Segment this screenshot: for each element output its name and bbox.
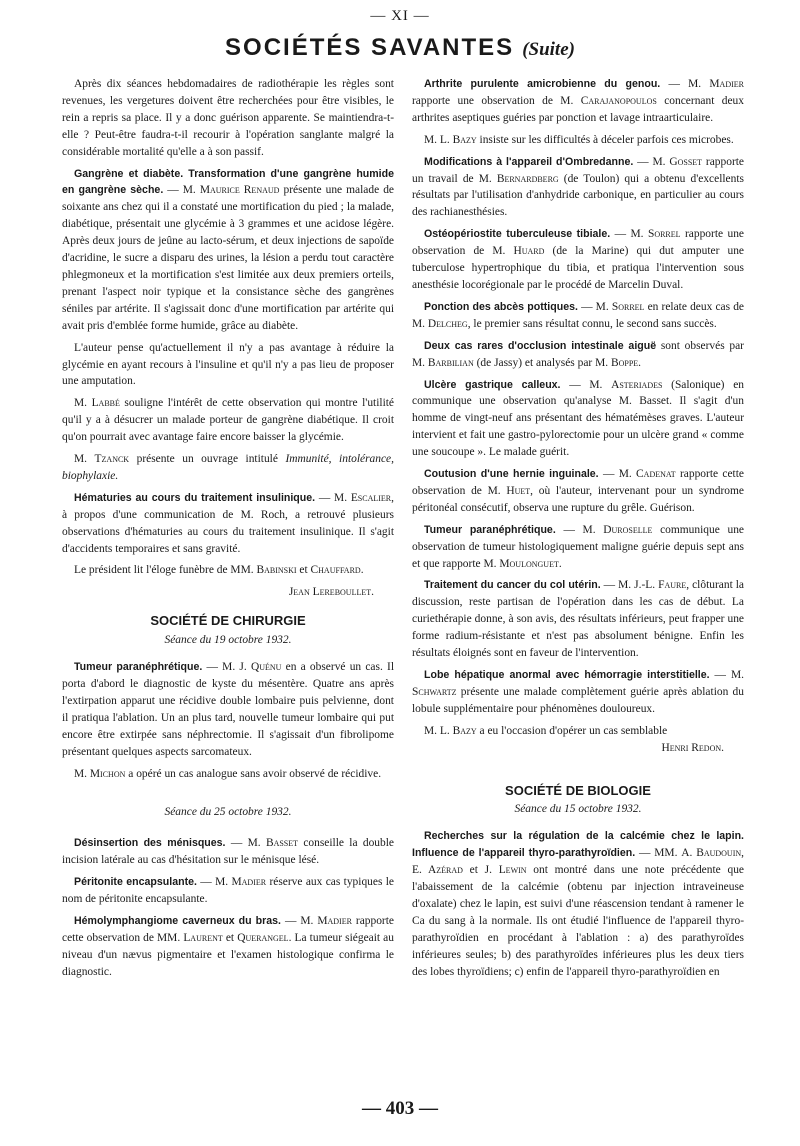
text: — M. bbox=[315, 491, 351, 504]
text: — M. bbox=[610, 228, 648, 241]
paragraph bbox=[62, 562, 394, 579]
text: et bbox=[462, 864, 485, 877]
article-heading: Traitement du cancer du col utérin. bbox=[424, 579, 601, 592]
author-name: Huet bbox=[506, 484, 531, 497]
text: — M. bbox=[196, 876, 232, 889]
paragraph: L'auteur pense qu'actuellement il n'y a pas avantage à réduire la glycémie en ayant recours à l'insuline et qu'il n'y a pas lieu de proposer une amputation. bbox=[62, 341, 394, 388]
paragraph bbox=[62, 451, 394, 485]
text: a opéré un cas analogue sans avoir observé de récidive. bbox=[125, 767, 382, 780]
text: présente une malade complètement guérie après ablation du lobule supplémentaire pour phénomènes douloureux. bbox=[412, 685, 744, 715]
author-name: Chauffard bbox=[310, 564, 361, 577]
paragraph bbox=[412, 828, 744, 980]
text: rapporte une observation de M. bbox=[412, 94, 581, 107]
text: (de Jassy) et analysés par M. bbox=[473, 356, 611, 369]
paragraph bbox=[412, 577, 744, 662]
text: — M. bbox=[660, 78, 710, 90]
author-name: L. Bazy bbox=[439, 724, 477, 737]
author-name: Carajanopoulos bbox=[580, 94, 657, 107]
author-name: Madier bbox=[231, 876, 267, 889]
text: insiste sur les difficultés à déceler parfois ces microbes. bbox=[476, 133, 734, 146]
author-name: Delcheg bbox=[427, 317, 468, 330]
text: , clôturant la discussion, reste partisan de l'opération dans les cas de début. La curiethérapie donne, à son avis, des résultats inférieurs, peut frapper une forme radium-résistante et n'est pas absolument bénigne. Enfin les résultats éloignés sont en faveur de l'intervention. bbox=[412, 579, 745, 660]
article-heading: Hématuries au cours du traitement insulinique. bbox=[74, 491, 316, 504]
author-name: Cadenat bbox=[636, 468, 676, 481]
text: — M. bbox=[280, 914, 318, 927]
book-title: Immunité, intolérance, biophylaxie. bbox=[62, 453, 394, 482]
author-name: Labbé bbox=[91, 397, 120, 410]
article-heading: Lobe hépatique anormal avec hémorragie interstitielle. bbox=[424, 669, 710, 681]
paragraph bbox=[412, 338, 744, 372]
text: — M. bbox=[633, 155, 670, 168]
text: . bbox=[638, 356, 642, 369]
text: . bbox=[558, 557, 562, 570]
author-name: Gosset bbox=[669, 155, 703, 168]
author-name: Schwartz bbox=[412, 685, 457, 698]
text: et bbox=[296, 564, 311, 577]
title-main: SOCIÉTÉS SAVANTES bbox=[225, 34, 515, 61]
text: rapporte cette observation de M. bbox=[412, 468, 744, 497]
text: en relate deux cas de M. bbox=[412, 300, 745, 330]
session-date: Séance du 15 octobre 1932. bbox=[514, 803, 642, 816]
author-name: Madier bbox=[317, 914, 352, 927]
signature: Jean Lereboullet. bbox=[288, 586, 374, 599]
section-heading: SOCIÉTÉ DE BIOLOGIE bbox=[505, 782, 651, 798]
author-name: Boppe bbox=[610, 356, 639, 369]
text: présente une malade de soixante ans chez qui il a constaté une mortification du pied ; la malade, diabétique, présentait une glycémie à 3 grammes et une acidose légère. Après deux jours de jeûne au lacto-sérum, et deux injections de sapoïde d'acridine, le sucre a disparu des urines, la lésion a perdu tout caractère phlegmoneux et la mortification s'est limitée aux deux premiers orteils, prenant l'aspect noir typique et la consistance sèche des gangrènes séniles par artérite. Il s'agissait donc d'une mortification par artérite qui avait pris d'emblée forme humide, grâce au diabète. bbox=[62, 184, 394, 332]
text: en a observé un cas. Il porta d'abord le diagnostic de kyste du mésentère. Quatre ans après l'extirpation apparut une récidive double lombaire puis pelvienne, dont il pratiqua l'ablation. Un an plus tard, nouvelle tumeur lombaire qui put encore être extirpée sans néphrectomie. Il s'agissait d'un fibrolipome présentant quelques aspects sarcomateux. bbox=[62, 661, 395, 758]
article-heading: Ostéopériostite tuberculeuse tibiale. bbox=[424, 228, 611, 241]
paragraph bbox=[62, 490, 394, 558]
text: — M. bbox=[598, 468, 637, 481]
author-name: Sorrel bbox=[647, 228, 681, 241]
text: souligne l'intérêt de cette observation qui montre l'utilité qu'il y a à désucrer un malade porteur de gangrène diabétique. Il croit qu'on pourrait avec avantage faire encore baisser la glycémie. bbox=[62, 397, 394, 444]
text: , où l'auteur, intervenant pour un syndrome péritonéal consécutif, observa une rupture du grêle. Guérison. bbox=[412, 484, 744, 514]
text: et bbox=[222, 931, 238, 944]
text: — M. bbox=[709, 669, 744, 681]
paragraph bbox=[62, 659, 394, 760]
signature: Henri Redon. bbox=[661, 741, 724, 754]
author-name: Moulonguet bbox=[499, 557, 559, 570]
author-name: Basset bbox=[265, 837, 299, 850]
article-heading: Gangrène et diabète. Transformation d'une gangrène humide en gangrène sèche. bbox=[62, 167, 394, 197]
author-name: Maurice Renaud bbox=[199, 184, 280, 197]
text: conseille la double incision latérale au cas d'hésitation sur le ménisque lésé. bbox=[62, 837, 394, 867]
author-name: Querangel bbox=[237, 931, 289, 944]
author-name: Babinski bbox=[256, 564, 297, 577]
paragraph bbox=[412, 667, 744, 718]
author-name: Duroselle bbox=[603, 523, 653, 536]
article-heading: Ulcère gastrique calleux. bbox=[424, 378, 561, 391]
text: Le président lit l'éloge funèbre de MM. bbox=[74, 564, 257, 577]
paragraph bbox=[412, 299, 744, 333]
paragraph bbox=[62, 874, 394, 908]
text: — M. bbox=[560, 378, 612, 391]
paragraph bbox=[412, 226, 744, 294]
article-heading: Arthrite purulente amicrobienne du genou. bbox=[424, 78, 661, 90]
text: — M. bbox=[225, 837, 266, 850]
text: — M. bbox=[600, 579, 635, 592]
page-number: — 403 — bbox=[362, 1098, 438, 1119]
author-name: Escalier bbox=[350, 491, 392, 504]
author-name: L. Bazy bbox=[439, 133, 477, 146]
left-column bbox=[62, 76, 394, 986]
paragraph bbox=[62, 913, 394, 981]
author-name: Asteriades bbox=[611, 378, 663, 391]
text: rapporte un travail de M. bbox=[412, 155, 745, 185]
text: — M. bbox=[555, 523, 604, 536]
author-name: Tzanck bbox=[94, 453, 130, 466]
text: présente un ouvrage intitulé bbox=[129, 453, 286, 466]
text: sont observés par M. bbox=[412, 339, 744, 369]
author-name: J.-L. Faure bbox=[634, 579, 687, 592]
article-heading: Tumeur paranéphrétique. bbox=[424, 523, 556, 536]
text: réserve aux cas typiques le nom de péritonite encapsulante. bbox=[62, 876, 395, 906]
text: (de la Marine) qui dut amputer une tuberculose hypertrophique du tibia, et pratiqua l'intervention sous anesthésie locorégionale par le procédé de Marcelin Duval. bbox=[412, 245, 745, 291]
text: ont montré dans une note précédente que l'abaissement de la calcémie (obtenu par injection intraveineuse d'oxalate) chez le lapin, est suivi d'une réascension tendant à ramener le Ca du sang à la normale. Ils ont étudié l'influence de l'appareil thyro-parathyroïdien en procédant à l'ablation : a) des parathyroïdes inférieures seules; b) des parathyroïdes inférieures plus les deux tiers des lobes thyroïdiens; c) enfin de l'appareil thyro-parathyroïdien en bbox=[412, 864, 744, 978]
text: M. bbox=[424, 133, 440, 146]
article-heading: Deux cas rares d'occlusion intestinale aiguë bbox=[424, 339, 657, 352]
author-name: Huard bbox=[513, 245, 545, 258]
article-heading: Désinsertion des ménisques. bbox=[74, 837, 226, 850]
paragraph bbox=[412, 132, 744, 149]
paragraph bbox=[412, 76, 744, 127]
paragraph: Après dix séances hebdomadaires de radiothérapie les règles sont revenues, les vergetures doivent être recherchées pour être visibles, le rein a repris sa place. Il y a donc guérison apparente. Se maintiendra-t-elle ? Peut-être faudra-t-il recourir à l'opération sanglante malgré la considérable mortalité qu'elle a à son passif. bbox=[62, 78, 394, 158]
article-heading: Hémolymphangiome caverneux du bras. bbox=[74, 914, 281, 927]
paragraph bbox=[62, 395, 394, 446]
page-header-roman: — XI — bbox=[370, 8, 430, 24]
text: a eu l'occasion d'opérer un cas semblable bbox=[476, 724, 668, 737]
text: concernant deux arthrites aseptiques guéries par ponction et lavage intraarticulaire. bbox=[412, 94, 744, 124]
right-column bbox=[412, 76, 744, 986]
article-heading: Coutusion d'une hernie inguinale. bbox=[424, 468, 599, 481]
article-heading: Recherches sur la régulation de la calcémie chez le lapin. Influence de l'appareil thyro-parathyroïdien. bbox=[412, 830, 744, 860]
article-heading: Tumeur paranéphrétique. bbox=[74, 661, 203, 674]
article-heading: Péritonite encapsulante. bbox=[74, 876, 197, 889]
text: (Salonique) en communique une observation qu'analyse M. Basset. Il s'agit d'un homme de vingt-neuf ans présentant des hématémèses graves. L'auteur intervient et fait une gastro-pylorectomie pour un ulcère grand « comme une soucoupe ». Le malade guérit. bbox=[412, 378, 744, 459]
paragraph bbox=[412, 466, 744, 517]
text: — MM. bbox=[635, 847, 682, 860]
author-name: A. Baudouin, E. Azérad bbox=[412, 847, 745, 877]
author-name: J. Lewin bbox=[484, 864, 527, 877]
text: , le premier sans résultat connu, le second sans succès. bbox=[467, 317, 717, 330]
author-name: Michon bbox=[89, 767, 126, 780]
text: , à propos d'une communication de M. Roch, a retrouvé plusieurs observations d'hématuries au cours du traitement insulinique. Il s'agit d'accidents temporaires et sans gravité. bbox=[62, 491, 394, 555]
text: . La tumeur siégeait au niveau d'un nævus pigmentaire et l'examen histologique confirma le diagnostic. bbox=[62, 931, 394, 978]
author-name: Laurent bbox=[183, 931, 223, 944]
text: M. bbox=[74, 767, 90, 780]
author-name: Quénu bbox=[250, 661, 282, 674]
text: M. bbox=[74, 453, 95, 466]
text: — M. bbox=[163, 184, 200, 197]
session-date: Séance du 19 octobre 1932. bbox=[164, 634, 292, 647]
paragraph bbox=[62, 835, 394, 869]
text: rapporte cette observation de MM. bbox=[62, 914, 394, 944]
paragraph bbox=[62, 766, 394, 783]
article-heading: Ponction des abcès pottiques. bbox=[424, 300, 578, 313]
paragraph bbox=[412, 522, 744, 573]
text: — M. J. bbox=[202, 661, 251, 674]
text: — M. bbox=[577, 300, 612, 313]
paragraph bbox=[412, 723, 744, 740]
section-heading: SOCIÉTÉ DE CHIRURGIE bbox=[150, 613, 306, 629]
text: communique une observation de tumeur histologiquement maligne guérie depuis sept ans et que rapporte M. bbox=[412, 523, 745, 570]
author-name: Bernardberg bbox=[496, 172, 559, 185]
author-name: Sorrel bbox=[611, 300, 645, 313]
title-suite: (Suite) bbox=[522, 39, 575, 60]
text: rapporte une observation de M. bbox=[412, 228, 745, 258]
author-name: Barbilian bbox=[427, 356, 474, 369]
author-name: Madier bbox=[709, 78, 745, 90]
session-date: Séance du 25 octobre 1932. bbox=[164, 806, 292, 819]
paragraph bbox=[412, 377, 744, 462]
paragraph bbox=[62, 166, 394, 335]
article-heading: Modifications à l'appareil d'Ombredanne. bbox=[424, 155, 634, 168]
text: M. bbox=[74, 397, 92, 410]
page-title bbox=[0, 34, 800, 62]
text: . bbox=[360, 564, 364, 577]
text: M. bbox=[424, 724, 440, 737]
paragraph bbox=[412, 154, 744, 222]
text: (de Toulon) qui a obtenu d'excellents résultats par l'utilisation d'anhydride carbonique, en particulier au cours des rachianesthésies. bbox=[412, 172, 744, 219]
